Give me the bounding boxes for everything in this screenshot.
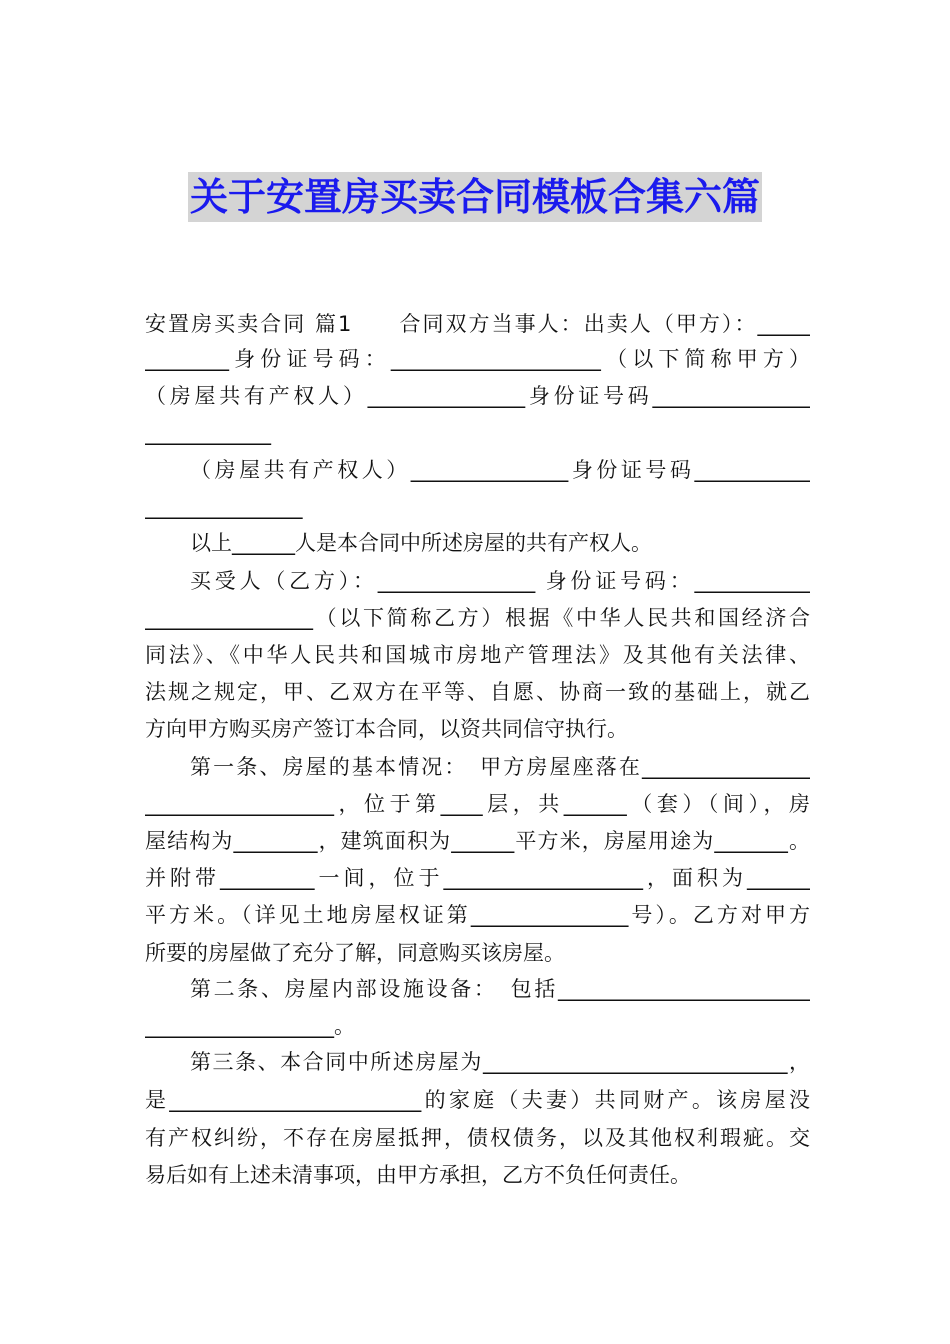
text-line: ________________（以下简称乙方）根据《中华人民共和国经济合 xyxy=(145,606,810,630)
text-line: 第三条、本合同中所述房屋为_____________________________， xyxy=(190,1050,810,1074)
text-line: 买受人（乙方）：_______________ 身份证号码：___________ xyxy=(190,569,810,593)
text-line: 有产权纠纷，不存在房屋抵押，债权债务，以及其他权利瑕疵。交 xyxy=(145,1126,810,1150)
title-container xyxy=(0,172,950,222)
text-line: _______________ xyxy=(145,495,303,519)
text-line: 并附带_________一间，位于___________________，面积为______ xyxy=(145,866,810,890)
text-line: ________身份证号码：____________________（以下简称甲方） xyxy=(145,347,810,371)
text-line: 法规之规定，甲、乙双方在平等、自愿、协商一致的基础上，就乙 xyxy=(145,680,810,704)
text-line: 以上______人是本合同中所述房屋的共有产权人。 xyxy=(190,531,652,555)
text-line: 所要的房屋做了充分了解，同意购买该房屋。 xyxy=(145,941,565,965)
text-line: （房屋共有产权人）_______________身份证号码___________ xyxy=(190,458,810,482)
text-line: 平方米。（详见土地房屋权证第_______________号）。乙方对甲方 xyxy=(145,903,810,927)
text-line: __________________，位于第____层，共______（套）（间），房 xyxy=(145,792,810,816)
text-line: 方向甲方购买房产签订本合同，以资共同信守执行。 xyxy=(145,717,628,741)
text-line: ____________ xyxy=(145,421,271,445)
text-line: 是________________________的家庭（夫妻）共同财产。该房屋没 xyxy=(145,1088,810,1112)
text-line: __________________。 xyxy=(145,1014,355,1038)
text-line: （房屋共有产权人）_______________身份证号码_______________ xyxy=(145,384,810,408)
text-line: 第二条、房屋内部设施设备： 包括________________________ xyxy=(190,977,810,1001)
text-line: 易后如有上述未清事项，由甲方承担，乙方不负任何责任。 xyxy=(145,1163,691,1187)
text-line: 第一条、房屋的基本情况： 甲方房屋座落在________________ xyxy=(190,755,810,779)
document-title: 关于安置房买卖合同模板合集六篇 xyxy=(188,172,762,222)
text-line: 同法》、《中华人民共和国城市房地产管理法》及其他有关法律、 xyxy=(145,643,810,667)
text-line: 屋结构为________，建筑面积为______平方米，房屋用途为_______。 xyxy=(145,829,810,853)
text-line: 安置房买卖合同 篇1 合同双方当事人：出卖人（甲方）：_____ xyxy=(145,312,810,336)
